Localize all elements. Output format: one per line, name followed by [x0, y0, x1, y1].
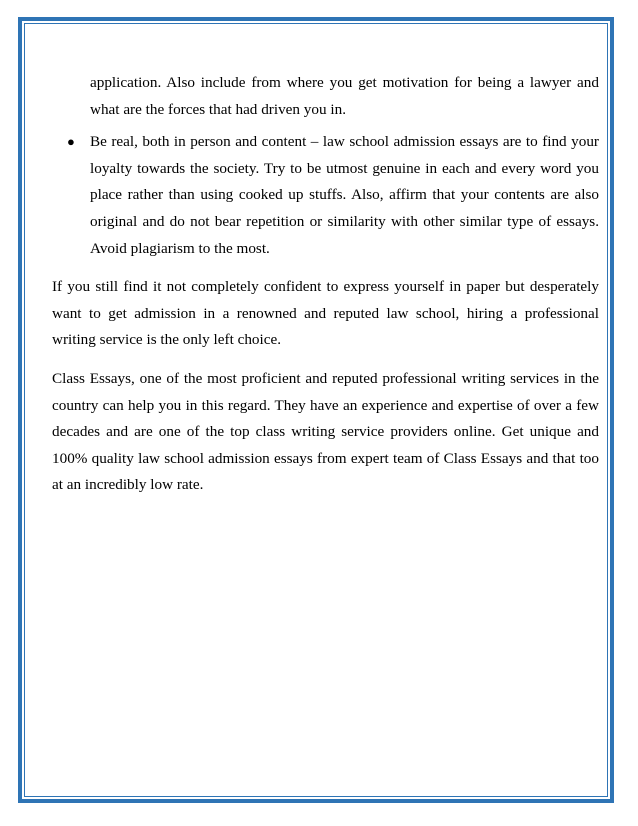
- paragraph-class-essays: Class Essays, one of the most proficient and reputed professional writing services in the country can help you in this regard. They have an experience and expertise of over a few decades and are one of the top class writing service providers online. Get unique and 100% quality law school admission essays from expert team of Class Essays and that too at an incredibly low rate.: [52, 369, 599, 494]
- bullet-dot-icon: ●: [67, 134, 75, 150]
- continued-bullet-text: application. Also include from where you get motivation for being a lawyer and what are the forces that had driven you in.: [90, 74, 599, 118]
- bullet-item-be-real: [52, 129, 599, 262]
- bullet-text: Be real, both in person and content – law school admission essays are to find your loyalty towards the society. Try to be utmost genuine in each and every word you place rather than using cooked up stuffs. Also, affirm that your contents are also original and do not bear repetition or similarity with other similar type of essays. Avoid plagiarism to the most.: [90, 133, 599, 257]
- paragraph-hiring-service: If you still find it not completely confident to express yourself in paper but desperately want to get admission in a renowned and reputed law school, hiring a professional writing service is the only left choice.: [52, 278, 599, 349]
- document-body: [52, 70, 599, 499]
- bullet-list: [52, 129, 599, 262]
